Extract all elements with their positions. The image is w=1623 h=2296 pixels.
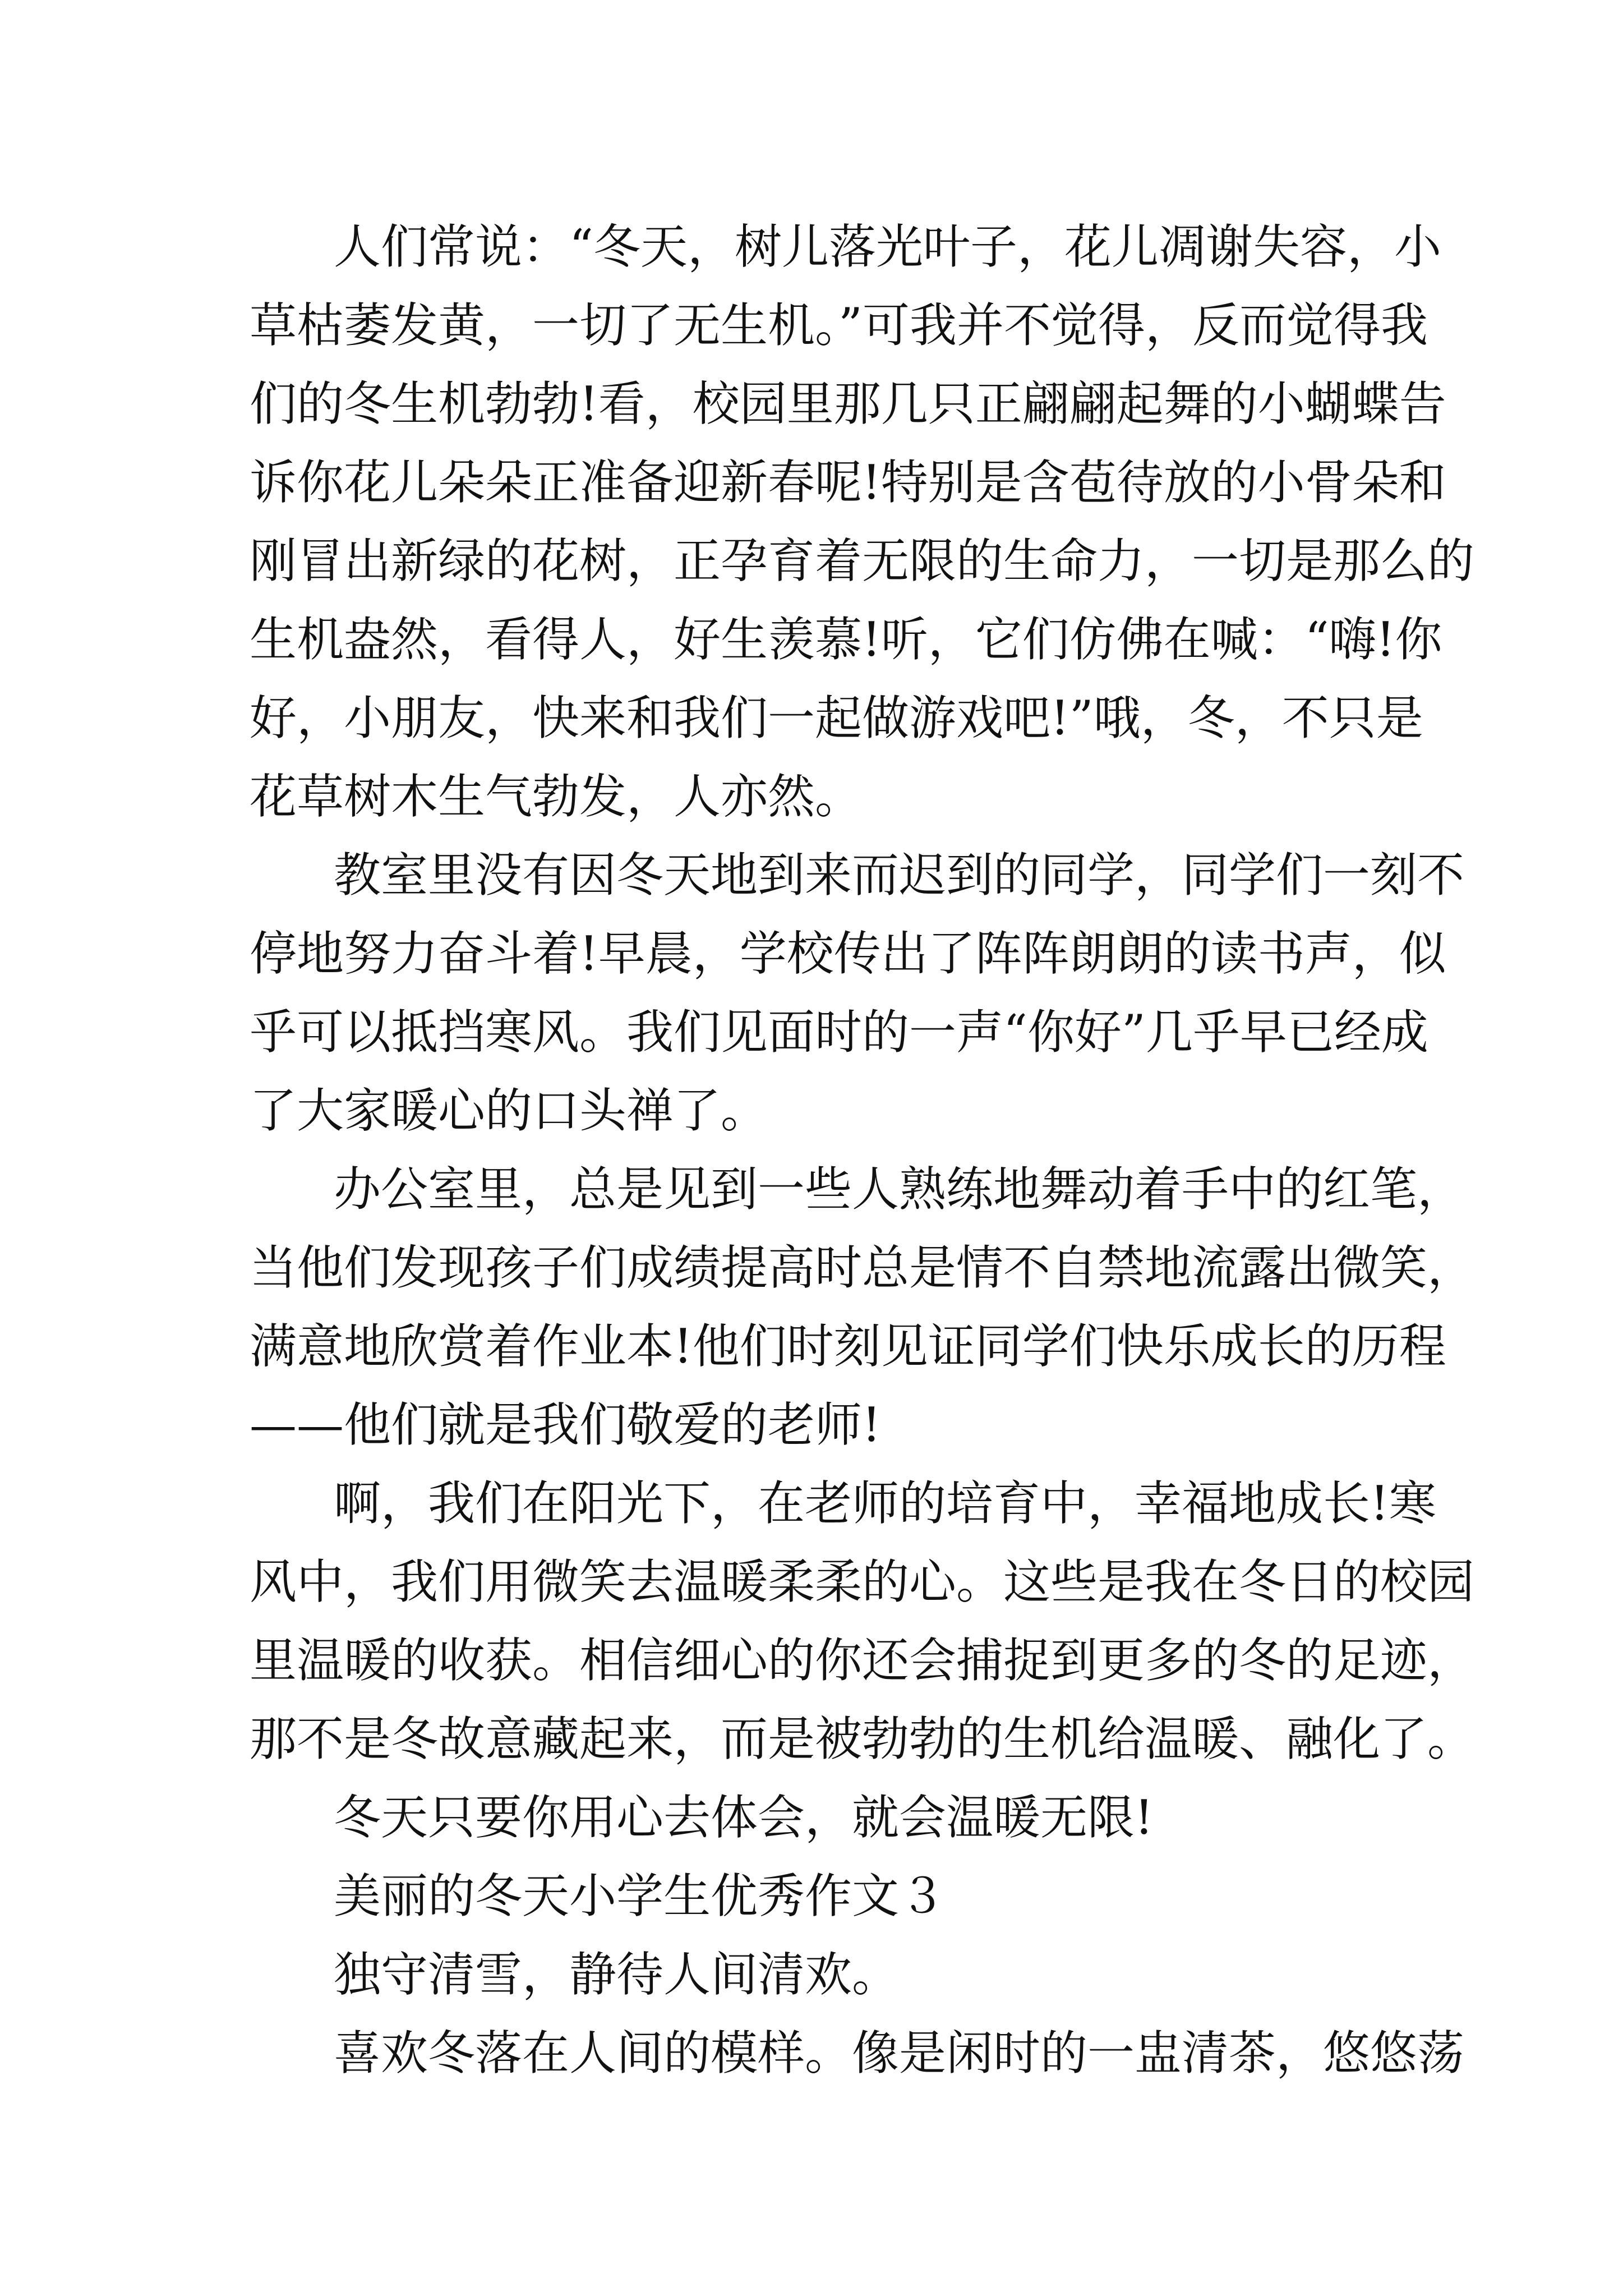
paragraph-3-line-2: 当他们发现孩子们成绩提高时总是情不自禁地流露出微笑， <box>250 1240 1475 1295</box>
paragraph-4-line-4: 那不是冬故意藏起来，而是被勃勃的生机给温暖、融化了。 <box>250 1711 1475 1766</box>
paragraph-2-line-2: 停地努力奋斗着!早晨，学校传出了阵阵朗朗的读书声，似 <box>250 926 1446 981</box>
paragraph-4-line-3: 里温暖的收获。相信细心的你还会捕捉到更多的冬的足迹， <box>250 1633 1475 1688</box>
paragraph-1-line-5: 刚冒出新绿的花树，正孕育着无限的生命力，一切是那么的 <box>250 533 1475 588</box>
paragraph-1-line-6: 生机盎然，看得人，好生羡慕!听，它们仿佛在喊：“嗨!你 <box>250 612 1442 667</box>
paragraph-2-line-3: 乎可以抵挡寒风。我们见面时的一声“你好”几乎早已经成 <box>250 1005 1428 1060</box>
paragraph-3-line-4: ——他们就是我们敬爱的老师! <box>250 1397 881 1452</box>
paragraph-2-line-4: 了大家暖心的口头禅了。 <box>250 1083 768 1138</box>
paragraph-3-line-1: 办公室里，总是见到一些人熟练地舞动着手中的红笔， <box>334 1162 1465 1217</box>
paragraph-1-line-8: 花草树木生气勃发，人亦然。 <box>250 769 863 824</box>
paragraph-4-line-1: 啊，我们在阳光下，在老师的培育中，幸福地成长!寒 <box>334 1476 1436 1531</box>
essay-heading-3: 美丽的冬天小学生优秀作文３ <box>334 1869 947 1924</box>
paragraph-3-line-3: 满意地欣赏着作业本!他们时刻见证同学们快乐成长的历程 <box>250 1319 1446 1374</box>
paragraph-7-line-1: 喜欢冬落在人间的模样。像是闲时的一盅清茶，悠悠荡 <box>334 2026 1465 2081</box>
paragraph-1-line-4: 诉你花儿朵朵正准备迎新春呢!特别是含苞待放的小骨朵和 <box>250 455 1446 510</box>
paragraph-2-line-1: 教室里没有因冬天地到来而迟到的同学，同学们一刻不 <box>334 848 1465 903</box>
paragraph-6-line-1: 独守清雪，静待人间清欢。 <box>334 1947 900 2002</box>
paragraph-1-line-1: 人们常说：“冬天，树儿落光叶子，花儿凋谢失容，小 <box>334 219 1441 274</box>
paragraph-4-line-2: 风中，我们用微笑去温暖柔柔的心。这些是我在冬日的校园 <box>250 1554 1475 1609</box>
paragraph-1-line-3: 们的冬生机勃勃!看，校园里那几只正翩翩起舞的小蝴蝶告 <box>250 376 1446 431</box>
paragraph-1-line-2: 草枯萎发黄，一切了无生机。”可我并不觉得，反而觉得我 <box>250 298 1428 353</box>
paragraph-1-line-7: 好，小朋友，快来和我们一起做游戏吧!”哦，冬，不只是 <box>250 691 1423 746</box>
paragraph-5-line-1: 冬天只要你用心去体会，就会温暖无限! <box>334 1790 1154 1845</box>
